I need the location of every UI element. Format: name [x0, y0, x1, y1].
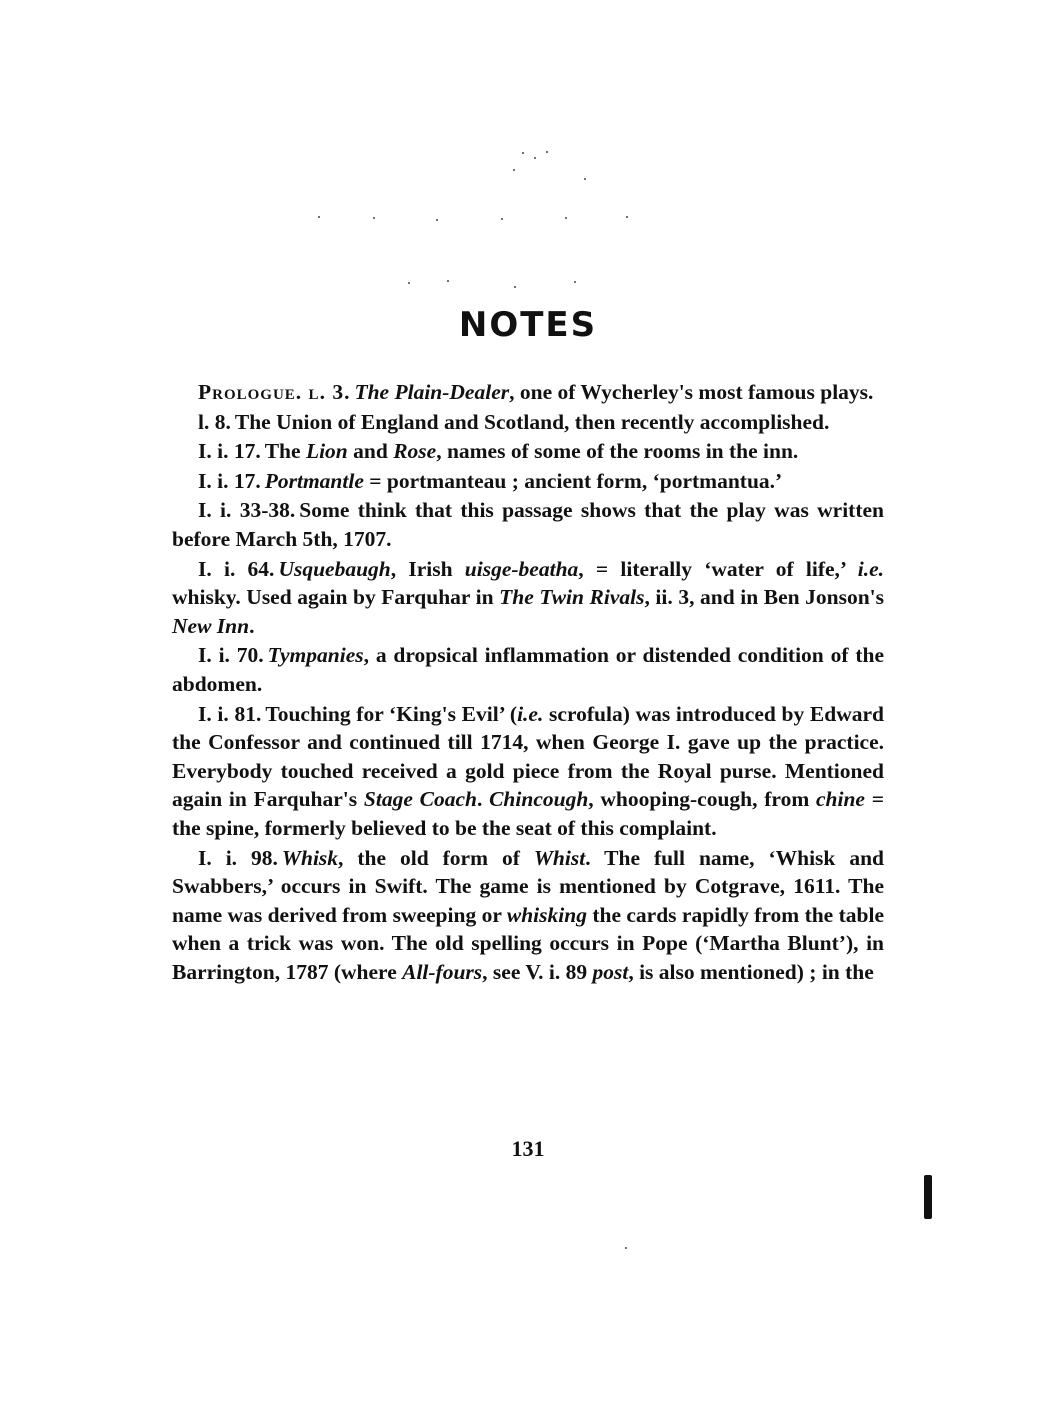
scan-speck: [436, 219, 438, 221]
note-text: . The full name, ‘Whisk and Swabbers,’ occurs in Swift. The game is mentioned by Cotgrave, 1611. The name was derived from sweeping or: [172, 845, 884, 927]
note-italic-term: Whist: [533, 845, 586, 870]
scan-speck: [318, 216, 320, 218]
page-title: NOTES: [458, 305, 598, 345]
note-paragraph: [172, 844, 884, 987]
scan-speck: [584, 178, 586, 180]
note-italic-term: post: [592, 959, 629, 984]
note-italic-term: i.e.: [517, 701, 544, 726]
note-italic-term: Lion: [305, 439, 348, 464]
scan-speck: [513, 169, 515, 171]
note-italic-term: The Plain-Dealer: [354, 380, 510, 404]
scan-speck: [625, 1247, 627, 1249]
note-reference: I. i. 64.: [198, 556, 275, 581]
note-paragraph: [172, 408, 884, 437]
note-italic-term: whisking: [506, 902, 587, 927]
note-text: scrofula) was introduced by Edward the Confessor and continued till 1714, when George I. gave up the practice. Everybody touched received a gold piece from the Royal purse. Mentioned again in Farquhar's: [172, 701, 884, 812]
scan-speck: [574, 281, 576, 283]
note-reference: I. i. 70.: [198, 643, 264, 668]
note-paragraph: [172, 496, 884, 553]
note-reference: Prologue. l. 3.: [198, 380, 351, 404]
note-reference: I. i. 98.: [198, 845, 278, 870]
note-paragraph: [172, 700, 884, 843]
note-italic-term: uisge-beatha: [464, 556, 579, 581]
note-text: .: [249, 613, 255, 638]
note-text: , names of some of the rooms in the inn.: [436, 439, 799, 464]
scan-speck: [626, 216, 628, 218]
note-text: the cards rapidly from the table when a trick was won. The old spelling occurs in Pope (‘Martha Blunt’), in Barrington, 1787 (where: [172, 902, 884, 984]
note-italic-term: Whisk: [281, 845, 339, 870]
note-italic-term: Usquebaugh: [278, 556, 391, 581]
note-italic-term: Chincough: [489, 787, 589, 812]
notes-list: [172, 378, 884, 987]
note-text: whisky. Used again by Farquhar in: [172, 585, 500, 610]
note-text: , see V. i. 89: [482, 959, 593, 984]
note-text: , a dropsical inflammation or distended condition of the abdomen.: [172, 643, 885, 696]
note-italic-term: i.e.: [857, 556, 884, 581]
scan-speck: [514, 286, 516, 288]
note-reference: I. i. 17.: [198, 439, 261, 464]
note-text: and: [347, 439, 394, 464]
scan-speck: [447, 280, 449, 282]
note-italic-term: Stage Coach: [363, 787, 477, 812]
note-text: = the spine, formerly believed to be the seat of this complaint.: [172, 787, 884, 840]
note-reference: l. 8.: [198, 409, 231, 434]
scan-edge-mark: [924, 1175, 932, 1219]
scan-speck: [546, 151, 548, 153]
note-text: The: [264, 439, 306, 464]
note-text: , = literally ‘water of life,’: [578, 556, 858, 581]
note-text: Some think that this passage shows that the play was written before March 5th, 1707.: [172, 498, 884, 551]
note-italic-term: The Twin Rivals: [499, 585, 645, 610]
note-text: = portmanteau ; ancient form, ‘portmantua.’: [363, 468, 783, 493]
scan-speck: [522, 152, 524, 154]
page-number: 131: [511, 1136, 545, 1161]
note-text: Touching for ‘King's Evil’ (: [265, 701, 518, 726]
note-text: , whooping-cough, from: [588, 787, 816, 812]
note-italic-term: Tympanies: [267, 643, 364, 668]
note-paragraph: [172, 437, 884, 466]
note-text: .: [476, 787, 490, 812]
note-paragraph: [172, 467, 884, 496]
note-reference: I. i. 33-38.: [198, 498, 296, 523]
note-reference: I. i. 17.: [198, 468, 261, 493]
note-paragraph: [172, 555, 884, 641]
note-text: , one of Wycherley's most famous plays.: [509, 380, 874, 404]
note-text: , Irish: [390, 556, 465, 581]
scan-speck: [373, 217, 375, 219]
note-italic-term: New Inn: [172, 613, 250, 638]
note-italic-term: Portmantle: [264, 468, 364, 493]
note-italic-term: All-fours: [402, 959, 483, 984]
note-text: , is also mentioned) ; in the: [628, 959, 874, 984]
scan-speck: [565, 217, 567, 219]
note-paragraph: [172, 378, 884, 407]
scan-speck: [408, 282, 410, 284]
note-paragraph: [172, 641, 884, 698]
note-italic-term: chine: [816, 787, 865, 812]
note-text: The Union of England and Scotland, then recently accomplished.: [234, 409, 830, 434]
scan-speck: [534, 157, 536, 159]
note-reference: I. i. 81.: [198, 701, 262, 726]
note-italic-term: Rose: [393, 439, 437, 464]
note-text: , ii. 3, and in Ben Jonson's: [644, 585, 885, 610]
note-text: , the old form of: [338, 845, 534, 870]
scan-speck: [501, 218, 503, 220]
